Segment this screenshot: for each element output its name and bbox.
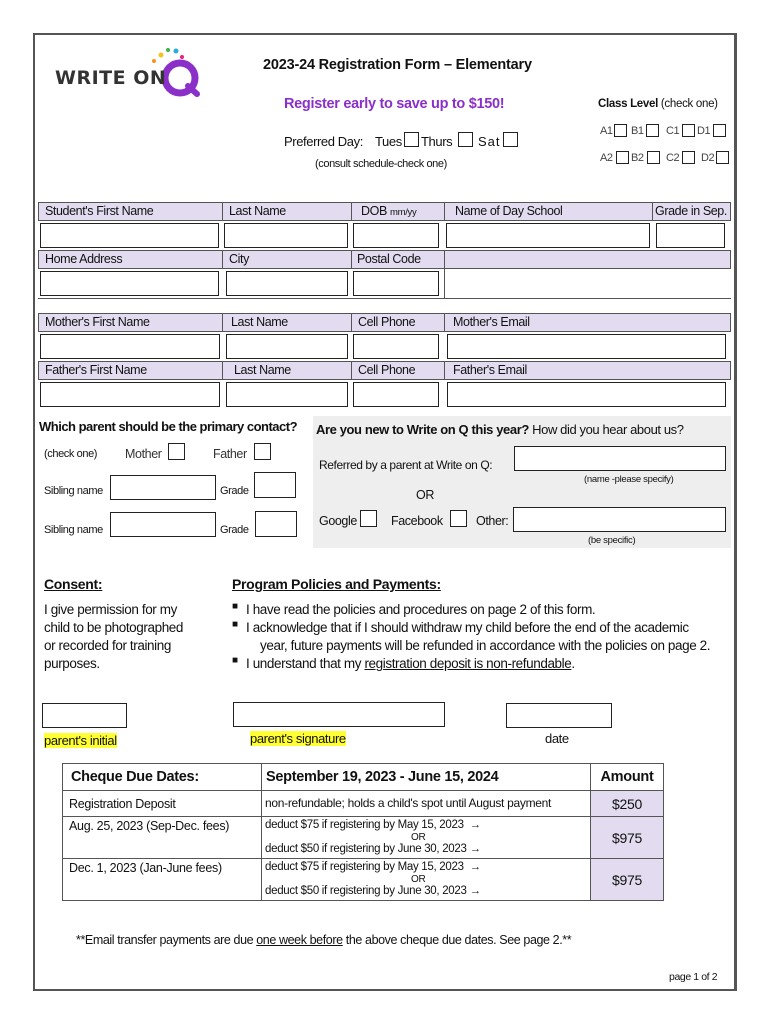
policy-bullet-3-end: . bbox=[571, 656, 575, 671]
mother-option-label: Mother bbox=[125, 447, 162, 461]
postal-code-input[interactable] bbox=[353, 271, 439, 296]
mother-last-name-input[interactable] bbox=[226, 334, 348, 359]
father-last-name-label: Last Name bbox=[234, 363, 291, 377]
level-a1-checkbox[interactable] bbox=[614, 124, 627, 137]
deposit-label: Registration Deposit bbox=[63, 791, 262, 817]
father-contact-checkbox[interactable] bbox=[254, 443, 271, 460]
level-a2-label: A2 bbox=[600, 152, 613, 164]
email-note-b: one week before bbox=[256, 933, 343, 947]
postal-code-label: Postal Code bbox=[357, 252, 421, 266]
or-text: OR bbox=[411, 832, 426, 843]
level-d2-label: D2 bbox=[701, 152, 715, 164]
table-row bbox=[63, 817, 664, 859]
level-b2-label: B2 bbox=[631, 152, 644, 164]
class-level-heading bbox=[598, 98, 718, 110]
cheque-due-header: Cheque Due Dates: bbox=[63, 764, 262, 791]
father-email-label: Father's Email bbox=[453, 363, 527, 377]
mother-last-name-label: Last Name bbox=[231, 315, 288, 329]
sibling-2-grade-label: Grade bbox=[220, 524, 249, 536]
mother-first-name-input[interactable] bbox=[40, 334, 220, 359]
referred-label: Referred by a parent at Write on Q: bbox=[319, 458, 493, 472]
mother-cell-label: Cell Phone bbox=[358, 315, 416, 329]
policy-bullet-2b: year, future payments will be refunded in accordance with the policies on page 2. bbox=[260, 638, 711, 653]
sibling-1-label: Sibling name bbox=[44, 485, 103, 497]
level-a2-checkbox[interactable] bbox=[616, 151, 629, 164]
aug-payment-label: Aug. 25, 2023 (Sep-Dec. fees) bbox=[63, 817, 262, 859]
divider bbox=[444, 269, 445, 298]
dec-payment-details bbox=[262, 859, 591, 901]
mother-contact-checkbox[interactable] bbox=[168, 443, 185, 460]
google-label: Google bbox=[319, 514, 357, 528]
divider bbox=[38, 298, 731, 299]
date-input[interactable] bbox=[506, 703, 612, 728]
dec-payment-amount: $975 bbox=[591, 859, 664, 901]
level-a1-label: A1 bbox=[600, 125, 613, 137]
grade-label: Grade in Sep. bbox=[655, 204, 727, 218]
father-email-input[interactable] bbox=[447, 382, 726, 407]
father-first-name-input[interactable] bbox=[40, 382, 220, 407]
bullet-icon: ■ bbox=[232, 601, 238, 612]
mother-cell-input[interactable] bbox=[353, 334, 439, 359]
sibling-1-input[interactable] bbox=[110, 475, 216, 500]
student-first-name-label: Student's First Name bbox=[45, 204, 154, 218]
divider bbox=[351, 313, 352, 332]
consent-line: or recorded for training bbox=[44, 638, 171, 653]
check-one-note: (check one) bbox=[44, 448, 98, 460]
day-school-label: Name of Day School bbox=[455, 204, 563, 218]
student-last-name-input[interactable] bbox=[224, 223, 348, 248]
aug-payment-amount: $975 bbox=[591, 817, 664, 859]
aug-payment-details bbox=[262, 817, 591, 859]
level-c1-label: C1 bbox=[666, 125, 680, 137]
table-row bbox=[63, 791, 664, 817]
new-student-question: Are you new to Write on Q this year? bbox=[316, 422, 529, 437]
facebook-label: Facebook bbox=[391, 514, 443, 528]
non-refundable-note: registration deposit is non-refundable bbox=[364, 656, 572, 671]
name-specify-note: (name -please specify) bbox=[584, 474, 674, 485]
or-text: OR bbox=[411, 874, 426, 885]
divider bbox=[444, 202, 445, 221]
divider bbox=[444, 361, 445, 380]
arrow-icon: → bbox=[469, 843, 481, 855]
dec-payment-label: Dec. 1, 2023 (Jan-June fees) bbox=[63, 859, 262, 901]
email-transfer-note bbox=[76, 933, 571, 947]
divider bbox=[222, 361, 223, 380]
arrow-icon: → bbox=[469, 861, 481, 873]
promo-text: Register early to save up to $150! bbox=[284, 96, 505, 112]
level-c2-checkbox[interactable] bbox=[682, 151, 695, 164]
policies-title: Program Policies and Payments: bbox=[232, 576, 441, 592]
home-address-input[interactable] bbox=[40, 271, 219, 296]
table-row bbox=[63, 764, 664, 791]
sibling-2-grade-input[interactable] bbox=[255, 511, 297, 537]
level-b1-label: B1 bbox=[631, 125, 644, 137]
policy-bullet-3-text: I understand that my bbox=[246, 656, 362, 671]
student-first-name-input[interactable] bbox=[40, 223, 219, 248]
cheque-table bbox=[62, 763, 664, 901]
date-range-header: September 19, 2023 - June 15, 2024 bbox=[262, 764, 591, 791]
consent-title: Consent: bbox=[44, 576, 103, 592]
day-tues-label: Tues bbox=[375, 134, 402, 149]
sibling-2-label: Sibling name bbox=[44, 524, 103, 536]
mother-first-name-label: Mother's First Name bbox=[45, 315, 150, 329]
father-cell-label: Cell Phone bbox=[358, 363, 416, 377]
deduct-50-text: deduct $50 if registering by June 30, 2023 bbox=[265, 885, 467, 897]
bullet-icon: ■ bbox=[232, 619, 238, 630]
student-last-name-label: Last Name bbox=[229, 204, 286, 218]
father-cell-input[interactable] bbox=[353, 382, 439, 407]
consent-line: I give permission for my bbox=[44, 602, 177, 617]
page-number: page 1 of 2 bbox=[669, 971, 718, 983]
divider bbox=[222, 250, 223, 269]
preferred-day-label: Preferred Day: bbox=[284, 134, 363, 149]
deposit-amount: $250 bbox=[591, 791, 664, 817]
day-sat-label: Sat bbox=[478, 134, 501, 149]
policy-bullet-1: I have read the policies and procedures on page 2 of this form. bbox=[246, 602, 596, 617]
email-note-a: **Email transfer payments are due bbox=[76, 933, 254, 947]
city-input[interactable] bbox=[226, 271, 348, 296]
other-source-input[interactable] bbox=[513, 507, 726, 532]
dob-format: mm/yy bbox=[389, 207, 417, 218]
dob-label bbox=[361, 204, 416, 218]
bullet-icon: ■ bbox=[232, 655, 238, 666]
divider bbox=[444, 313, 445, 332]
father-first-name-label: Father's First Name bbox=[45, 363, 147, 377]
amount-header: Amount bbox=[591, 764, 664, 791]
deduct-75-text: deduct $75 if registering by May 15, 2023 bbox=[265, 861, 464, 873]
consult-note: (consult schedule-check one) bbox=[315, 158, 447, 170]
new-student-heading bbox=[316, 422, 684, 437]
divider bbox=[222, 313, 223, 332]
divider bbox=[652, 202, 653, 221]
parent-signature-input[interactable] bbox=[233, 702, 445, 727]
father-option-label: Father bbox=[213, 447, 247, 461]
sibling-2-input[interactable] bbox=[110, 512, 216, 537]
be-specific-note: (be specific) bbox=[588, 535, 636, 546]
level-c1-checkbox[interactable] bbox=[682, 124, 695, 137]
level-d1-checkbox[interactable] bbox=[713, 124, 726, 137]
father-last-name-input[interactable] bbox=[226, 382, 348, 407]
logo bbox=[55, 44, 205, 104]
primary-contact-question: Which parent should be the primary contact? bbox=[39, 419, 298, 434]
day-thurs-checkbox[interactable] bbox=[458, 132, 473, 147]
day-school-input[interactable] bbox=[446, 223, 650, 248]
parent-signature-label: parent's signature bbox=[250, 731, 346, 746]
mother-email-label: Mother's Email bbox=[453, 315, 530, 329]
referred-name-input[interactable] bbox=[514, 446, 726, 471]
class-level-label: Class Level bbox=[598, 98, 658, 110]
level-b1-checkbox[interactable] bbox=[646, 124, 659, 137]
day-thurs-label: Thurs bbox=[421, 134, 453, 149]
consent-line: child to be photographed bbox=[44, 620, 184, 635]
level-d2-checkbox[interactable] bbox=[716, 151, 729, 164]
class-level-hint: (check one) bbox=[660, 98, 718, 110]
dob-text: DOB bbox=[361, 204, 387, 218]
divider bbox=[351, 202, 352, 221]
table-row bbox=[63, 859, 664, 901]
policy-bullet-3 bbox=[246, 656, 575, 671]
level-d1-label: D1 bbox=[697, 125, 711, 137]
level-b2-checkbox[interactable] bbox=[647, 151, 660, 164]
how-heard-label: How did you hear about us? bbox=[532, 422, 684, 437]
day-sat-checkbox[interactable] bbox=[503, 132, 518, 147]
divider bbox=[222, 202, 223, 221]
grade-input[interactable] bbox=[656, 223, 725, 248]
home-address-label: Home Address bbox=[45, 252, 123, 266]
arrow-icon: → bbox=[469, 819, 481, 831]
mother-email-input[interactable] bbox=[447, 334, 726, 359]
sibling-1-grade-label: Grade bbox=[220, 485, 249, 497]
logo-text: WRITE ON bbox=[55, 67, 167, 89]
other-label: Other: bbox=[476, 514, 509, 528]
deduct-75-text: deduct $75 if registering by May 15, 2023 bbox=[265, 819, 464, 831]
parent-initial-label: parent's initial bbox=[44, 733, 117, 748]
policy-bullet-2a: I acknowledge that if I should withdraw my child before the end of the academic bbox=[246, 620, 689, 635]
parent-initial-input[interactable] bbox=[42, 703, 127, 728]
level-c2-label: C2 bbox=[666, 152, 680, 164]
deduct-50-text: deduct $50 if registering by June 30, 2023 bbox=[265, 843, 467, 855]
divider bbox=[444, 250, 445, 269]
google-checkbox[interactable] bbox=[360, 510, 377, 527]
deposit-note: non-refundable; holds a child's spot until August payment bbox=[262, 791, 591, 817]
divider bbox=[351, 361, 352, 380]
date-label: date bbox=[545, 731, 569, 746]
arrow-icon: → bbox=[469, 885, 481, 897]
sibling-1-grade-input[interactable] bbox=[254, 472, 296, 498]
day-tues-checkbox[interactable] bbox=[404, 132, 419, 147]
or-label: OR bbox=[416, 488, 434, 502]
facebook-checkbox[interactable] bbox=[450, 510, 467, 527]
consent-line: purposes. bbox=[44, 656, 100, 671]
divider bbox=[351, 250, 352, 269]
form-title: 2023-24 Registration Form – Elementary bbox=[263, 57, 532, 73]
dob-input[interactable] bbox=[353, 223, 439, 248]
city-label: City bbox=[229, 252, 249, 266]
email-note-c: the above cheque due dates. See page 2.** bbox=[345, 933, 572, 947]
